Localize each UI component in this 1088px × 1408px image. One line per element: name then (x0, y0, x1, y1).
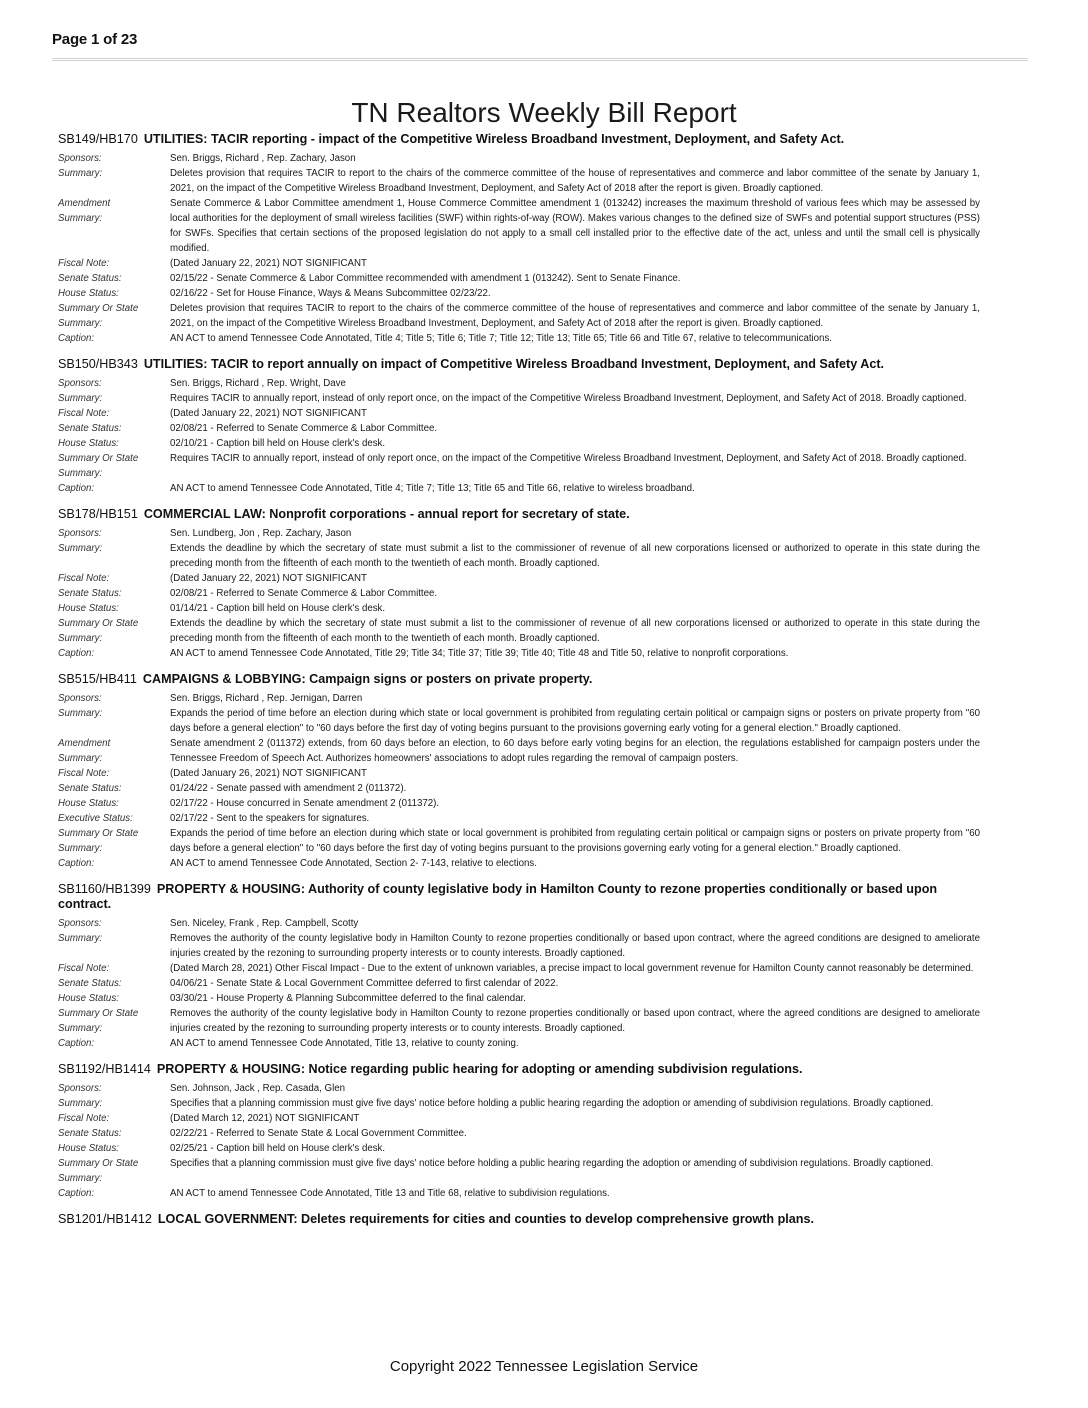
bill-number: SB1201/HB1412 (58, 1212, 152, 1226)
field-value: (Dated March 28, 2021) Other Fiscal Impact - Due to the extent of unknown variables, a precise impact to local government revenue for Hamilton County cannot reasonably be determined. (170, 963, 974, 974)
field-label (58, 1111, 170, 1126)
field-value: AN ACT to amend Tennessee Code Annotated, Section 2- 7-143, relative to elections. (170, 858, 537, 869)
bill-field-row (58, 331, 980, 346)
field-value: 03/30/21 - House Property & Planning Subcommittee deferred to the final calendar. (170, 993, 526, 1004)
bill-field-row (58, 811, 980, 826)
field-label-line: Caption: (58, 1188, 95, 1199)
field-value: (Dated January 26, 2021) NOT SIGNIFICANT (170, 768, 367, 779)
bill-entry (58, 132, 980, 346)
field-label (58, 616, 170, 646)
field-value: Sen. Johnson, Jack , Rep. Casada, Glen (170, 1083, 346, 1094)
bill-heading (58, 882, 980, 912)
field-label (58, 571, 170, 586)
field-label-line: Caption: (58, 648, 95, 659)
field-label-line: Fiscal Note: (58, 963, 110, 974)
field-label (58, 526, 170, 541)
field-value: 02/08/21 - Referred to Senate Commerce & Labor Committee. (170, 423, 438, 434)
field-label (58, 1156, 170, 1186)
field-value: Sen. Briggs, Richard , Rep. Zachary, Jason (170, 153, 356, 164)
bill-field-row (58, 1186, 980, 1201)
bill-number: SB149/HB170 (58, 132, 138, 146)
field-label (58, 991, 170, 1006)
page-number: Page 1 of 23 (52, 31, 138, 48)
field-label-line: House Status: (58, 798, 119, 809)
field-label-line: Summary Or State (58, 303, 139, 314)
field-label-line: Summary: (58, 633, 103, 644)
field-label-line: Sponsors: (58, 693, 102, 704)
bill-number: SB515/HB411 (58, 672, 137, 686)
field-label-line: Sponsors: (58, 1083, 102, 1094)
bill-field-row (58, 736, 980, 766)
field-value: AN ACT to amend Tennessee Code Annotated, Title 4; Title 7; Title 13; Title 65 and Title 66, relative to wireless broadband. (170, 483, 695, 494)
field-value: 01/14/21 - Caption bill held on House clerk's desk. (170, 603, 386, 614)
bill-field-row (58, 196, 980, 256)
bill-entry (58, 882, 980, 1051)
field-label (58, 1126, 170, 1141)
field-value: Extends the deadline by which the secretary of state must submit a list to the commissioner of revenue of all new corporations licensed or authorized to operate in this state during the preceding month from the fifteenth of each month to the twentieth of each month. Broadly captioned. (170, 543, 980, 569)
field-value: Requires TACIR to annually report, instead of only report once, on the impact of the Competitive Wireless Broadband Investment, Deployment, and Safety Act of 2018. Broadly captioned. (170, 453, 967, 464)
bill-field-row (58, 766, 980, 781)
bill-heading (58, 672, 980, 687)
field-label (58, 961, 170, 976)
bill-field-row (58, 451, 980, 481)
field-label-line: Caption: (58, 333, 95, 344)
field-value: Specifies that a planning commission must give five days' notice before holding a public hearing regarding the adoption or amending of subdivision regulations. Broadly captioned. (170, 1098, 934, 1109)
field-label (58, 331, 170, 346)
field-label-line: Summary: (58, 1098, 103, 1109)
field-label (58, 376, 170, 391)
bill-list (58, 132, 980, 1238)
bill-field-row (58, 586, 980, 601)
field-value: 02/22/21 - Referred to Senate State & Local Government Committee. (170, 1128, 467, 1139)
field-label (58, 1006, 170, 1036)
field-label-line: Sponsors: (58, 153, 102, 164)
field-label (58, 826, 170, 856)
bill-field-row (58, 256, 980, 271)
field-label-line: Fiscal Note: (58, 258, 110, 269)
bill-title: PROPERTY & HOUSING: Notice regarding public hearing for adopting or amending subdivision regulations. (156, 1062, 803, 1076)
field-value: Sen. Briggs, Richard , Rep. Jernigan, Darren (170, 693, 363, 704)
bill-field-row (58, 991, 980, 1006)
field-label-line: Summary: (58, 933, 103, 944)
field-label-line: House Status: (58, 1143, 119, 1154)
field-label (58, 166, 170, 196)
field-label (58, 481, 170, 496)
field-label (58, 451, 170, 481)
bill-field-row (58, 601, 980, 616)
bill-heading (58, 357, 980, 372)
field-value: Extends the deadline by which the secretary of state must submit a list to the commissioner of revenue of all new corporations licensed or authorized to operate in this state during the preceding month from the fifteenth of each month to the twentieth of each month. Broadly captioned. (170, 618, 980, 644)
field-label (58, 811, 170, 826)
bill-entry (58, 672, 980, 871)
bill-heading (58, 1062, 980, 1077)
field-label-line: Summary Or State (58, 828, 139, 839)
bill-field-row (58, 1006, 980, 1036)
bill-field-row (58, 1111, 980, 1126)
bill-title: PROPERTY & HOUSING: Authority of county legislative body in Hamilton County to rezone properties conditionally or based upon contract. (58, 882, 938, 911)
field-value: AN ACT to amend Tennessee Code Annotated, Title 4; Title 5; Title 6; Title 7; Title 12; Title 13; Title 65; Title 66 and Title 67, relative to telecommunications. (170, 333, 832, 344)
field-label-line: Summary Or State (58, 1158, 139, 1169)
field-label-line: House Status: (58, 288, 119, 299)
field-label (58, 736, 170, 766)
bill-title: UTILITIES: TACIR to report annually on impact of Competitive Wireless Broadband Investment, Deployment, and Safety Act. (143, 357, 885, 371)
bill-number: SB1192/HB1414 (58, 1062, 151, 1076)
field-value: 02/17/22 - House concurred in Senate amendment 2 (011372). (170, 798, 440, 809)
bill-field-row (58, 796, 980, 811)
field-label (58, 586, 170, 601)
field-label (58, 421, 170, 436)
field-value: AN ACT to amend Tennessee Code Annotated, Title 13 and Title 68, relative to subdivision regulations. (170, 1188, 610, 1199)
bill-field-row (58, 526, 980, 541)
field-value: 02/16/22 - Set for House Finance, Ways & Means Subcommittee 02/23/22. (170, 288, 491, 299)
field-label-line: Summary Or State (58, 618, 139, 629)
bill-field-row (58, 481, 980, 496)
bill-field-row (58, 916, 980, 931)
bill-field-row (58, 391, 980, 406)
field-label-line: Senate Status: (58, 978, 122, 989)
bill-field-row (58, 1036, 980, 1051)
field-value: Specifies that a planning commission must give five days' notice before holding a public hearing regarding the adoption or amending of subdivision regulations. Broadly captioned. (170, 1158, 934, 1169)
field-label (58, 1096, 170, 1111)
field-label-line: Senate Status: (58, 588, 122, 599)
field-label (58, 976, 170, 991)
field-value: 02/15/22 - Senate Commerce & Labor Committee recommended with amendment 1 (013242). Sent to Senate Finance. (170, 273, 681, 284)
field-value: Expands the period of time before an election during which state or local government is prohibited from regulating certain political or campaign signs or posters on private property from "60 days before a general election" to "60 days before the first day of voting begins pursuant to the provisions governing early voting for a general election." Broadly captioned. (170, 828, 980, 854)
field-label (58, 601, 170, 616)
bill-number: SB1160/HB1399 (58, 882, 151, 896)
field-label (58, 541, 170, 571)
field-label-line: Fiscal Note: (58, 768, 110, 779)
bill-field-row (58, 931, 980, 961)
field-value: 02/10/21 - Caption bill held on House clerk's desk. (170, 438, 386, 449)
field-label-line: House Status: (58, 603, 119, 614)
bill-heading (58, 1212, 980, 1227)
field-label-line: Summary: (58, 468, 103, 479)
bill-field-row (58, 961, 980, 976)
field-value: (Dated March 12, 2021) NOT SIGNIFICANT (170, 1113, 360, 1124)
bill-field-row (58, 151, 980, 166)
field-label (58, 1036, 170, 1051)
bill-field-row (58, 976, 980, 991)
bill-number: SB150/HB343 (58, 357, 138, 371)
field-value: 02/25/21 - Caption bill held on House clerk's desk. (170, 1143, 386, 1154)
bill-field-row (58, 1156, 980, 1186)
bill-field-row (58, 571, 980, 586)
field-label (58, 196, 170, 256)
header-rule (52, 58, 1028, 61)
bill-entry (58, 1062, 980, 1201)
copyright-footer: Copyright 2022 Tennessee Legislation Service (389, 1358, 699, 1375)
bill-heading (58, 507, 980, 522)
field-label-line: Caption: (58, 1038, 95, 1049)
field-label-line: Senate Status: (58, 1128, 122, 1139)
field-value: (Dated January 22, 2021) NOT SIGNIFICANT (170, 408, 367, 419)
field-label (58, 256, 170, 271)
bill-title: UTILITIES: TACIR reporting - impact of the Competitive Wireless Broadband Investment, Deployment, and Safety Act. (143, 132, 845, 146)
field-label-line: House Status: (58, 993, 119, 1004)
field-label-line: Summary: (58, 753, 103, 764)
field-value: Sen. Lundberg, Jon , Rep. Zachary, Jason (170, 528, 352, 539)
field-label-line: Summary: (58, 213, 103, 224)
field-value: Expands the period of time before an election during which state or local government is prohibited from regulating certain political or campaign signs or posters on private property from "60 days before a general election" to "60 days before the first day of voting begins pursuant to the provisions governing early voting for a general election." Broadly captioned. (170, 708, 980, 734)
field-label-line: Fiscal Note: (58, 573, 110, 584)
field-label (58, 271, 170, 286)
bill-field-row (58, 1081, 980, 1096)
bill-heading (58, 132, 980, 147)
field-value: 04/06/21 - Senate State & Local Government Committee deferred to first calendar of 2022. (170, 978, 559, 989)
bill-field-row (58, 1096, 980, 1111)
field-label-line: Senate Status: (58, 423, 122, 434)
field-label (58, 646, 170, 661)
field-label-line: House Status: (58, 438, 119, 449)
bill-field-row (58, 421, 980, 436)
field-label (58, 796, 170, 811)
bill-field-row (58, 541, 980, 571)
field-label (58, 391, 170, 406)
field-label (58, 436, 170, 451)
field-value: Senate Commerce & Labor Committee amendment 1, House Commerce Committee amendment 1 (013242) increases the maximum threshold of various fees which may be assessed by local authorities for the deployment of small wireless facilities (SWF) within rights-of-way (ROW). Makes various changes to the defined size of SWFs and potential support structures (PSS) for SWFs. Specifies that certain sections of the proposed legislation do not apply to a small cell installed prior to the effective date of the act, unless and until the small cell is physically modified. (170, 198, 980, 254)
bill-field-row (58, 646, 980, 661)
field-label-line: Summary: (58, 843, 103, 854)
field-label-line: Summary: (58, 318, 103, 329)
field-value: 02/17/22 - Sent to the speakers for signatures. (170, 813, 370, 824)
field-label-line: Summary Or State (58, 1008, 139, 1019)
bill-field-row (58, 706, 980, 736)
bill-field-row (58, 301, 980, 331)
bill-field-row (58, 1126, 980, 1141)
field-value: 02/08/21 - Referred to Senate Commerce & Labor Committee. (170, 588, 438, 599)
bill-number: SB178/HB151 (58, 507, 138, 521)
field-label-line: Fiscal Note: (58, 408, 110, 419)
bill-field-row (58, 616, 980, 646)
field-value: (Dated January 22, 2021) NOT SIGNIFICANT (170, 573, 367, 584)
bill-field-row (58, 826, 980, 856)
field-label-line: Senate Status: (58, 783, 122, 794)
field-label-line: Senate Status: (58, 273, 122, 284)
field-value: Removes the authority of the county legislative body in Hamilton County to rezone properties conditionally or based upon contract, where the agreed conditions are designed to ameliorate injuries created by the rezoning to surrounding property interests or to county interests. Broadly captioned. (170, 1008, 980, 1034)
field-label-line: Summary: (58, 708, 103, 719)
field-value: Sen. Niceley, Frank , Rep. Campbell, Scotty (170, 918, 359, 929)
field-label-line: Executive Status: (58, 813, 133, 824)
bill-title: COMMERCIAL LAW: Nonprofit corporations - annual report for secretary of state. (143, 507, 630, 521)
bill-entry (58, 507, 980, 661)
field-label (58, 766, 170, 781)
field-label-line: Summary: (58, 393, 103, 404)
report-title: TN Realtors Weekly Bill Report (351, 96, 737, 128)
bill-title: LOCAL GOVERNMENT: Deletes requirements for cities and counties to develop comprehensive growth plans. (157, 1212, 814, 1226)
bill-field-row (58, 1141, 980, 1156)
field-label-line: Summary: (58, 1023, 103, 1034)
field-label (58, 916, 170, 931)
field-value: Senate amendment 2 (011372) extends, from 60 days before an election, to 60 days before early voting begins for an election, the regulations established for campaign posters under the Tennessee Freedom of Speech Act. Authorizes homeowners' associations to adopt rules regarding the removal of campaign posters. (170, 738, 980, 764)
field-label-line: Summary: (58, 1173, 103, 1184)
bill-field-row (58, 376, 980, 391)
field-label (58, 781, 170, 796)
field-value: (Dated January 22, 2021) NOT SIGNIFICANT (170, 258, 367, 269)
bill-title: CAMPAIGNS & LOBBYING: Campaign signs or posters on private property. (142, 672, 593, 686)
field-label-line: Summary Or State (58, 453, 139, 464)
field-label (58, 1081, 170, 1096)
field-label (58, 931, 170, 961)
field-label (58, 286, 170, 301)
field-label-line: Sponsors: (58, 918, 102, 929)
bill-entry (58, 1212, 980, 1227)
field-value: Sen. Briggs, Richard , Rep. Wright, Dave (170, 378, 346, 389)
field-value: Requires TACIR to annually report, instead of only report once, on the impact of the Competitive Wireless Broadband Investment, Deployment, and Safety Act of 2018. Broadly captioned. (170, 393, 967, 404)
field-value: Deletes provision that requires TACIR to report to the chairs of the commerce committee of the house of representatives and commerce and labor committee of the senate by January 1, 2021, on the impact of the Competitive Wireless Broadband Investment, Deployment, and Safety Act of 2018 after the report is given. Broadly captioned. (170, 168, 980, 194)
field-value: 01/24/22 - Senate passed with amendment 2 (011372). (170, 783, 407, 794)
field-label (58, 691, 170, 706)
field-label-line: Summary: (58, 168, 103, 179)
field-value: AN ACT to amend Tennessee Code Annotated, Title 29; Title 34; Title 37; Title 39; Title 40; Title 48 and Title 50, relative to nonprofit corporations. (170, 648, 789, 659)
field-label (58, 151, 170, 166)
field-label-line: Summary: (58, 543, 103, 554)
field-label-line: Sponsors: (58, 378, 102, 389)
field-label-line: Amendment (58, 738, 111, 749)
bill-entry (58, 357, 980, 496)
bill-field-row (58, 691, 980, 706)
bill-field-row (58, 271, 980, 286)
bill-field-row (58, 436, 980, 451)
field-label-line: Caption: (58, 858, 95, 869)
field-label (58, 406, 170, 421)
field-label-line: Amendment (58, 198, 111, 209)
field-label-line: Fiscal Note: (58, 1113, 110, 1124)
bill-field-row (58, 166, 980, 196)
field-label (58, 1186, 170, 1201)
field-label (58, 301, 170, 331)
field-value: Deletes provision that requires TACIR to report to the chairs of the commerce committee of the house of representatives and commerce and labor committee of the senate by January 1, 2021, on the impact of the Competitive Wireless Broadband Investment, Deployment, and Safety Act of 2018 after the report is given. Broadly captioned. (170, 303, 980, 329)
field-label (58, 856, 170, 871)
bill-field-row (58, 781, 980, 796)
field-value: AN ACT to amend Tennessee Code Annotated, Title 13, relative to county zoning. (170, 1038, 519, 1049)
field-label (58, 1141, 170, 1156)
bill-field-row (58, 286, 980, 301)
field-label-line: Caption: (58, 483, 95, 494)
field-label-line: Sponsors: (58, 528, 102, 539)
bill-field-row (58, 406, 980, 421)
field-label (58, 706, 170, 736)
field-value: Removes the authority of the county legislative body in Hamilton County to rezone properties conditionally or based upon contract, where the agreed conditions are designed to ameliorate injuries created by the rezoning to surrounding property interests or to county interests. Broadly captioned. (170, 933, 980, 959)
bill-field-row (58, 856, 980, 871)
